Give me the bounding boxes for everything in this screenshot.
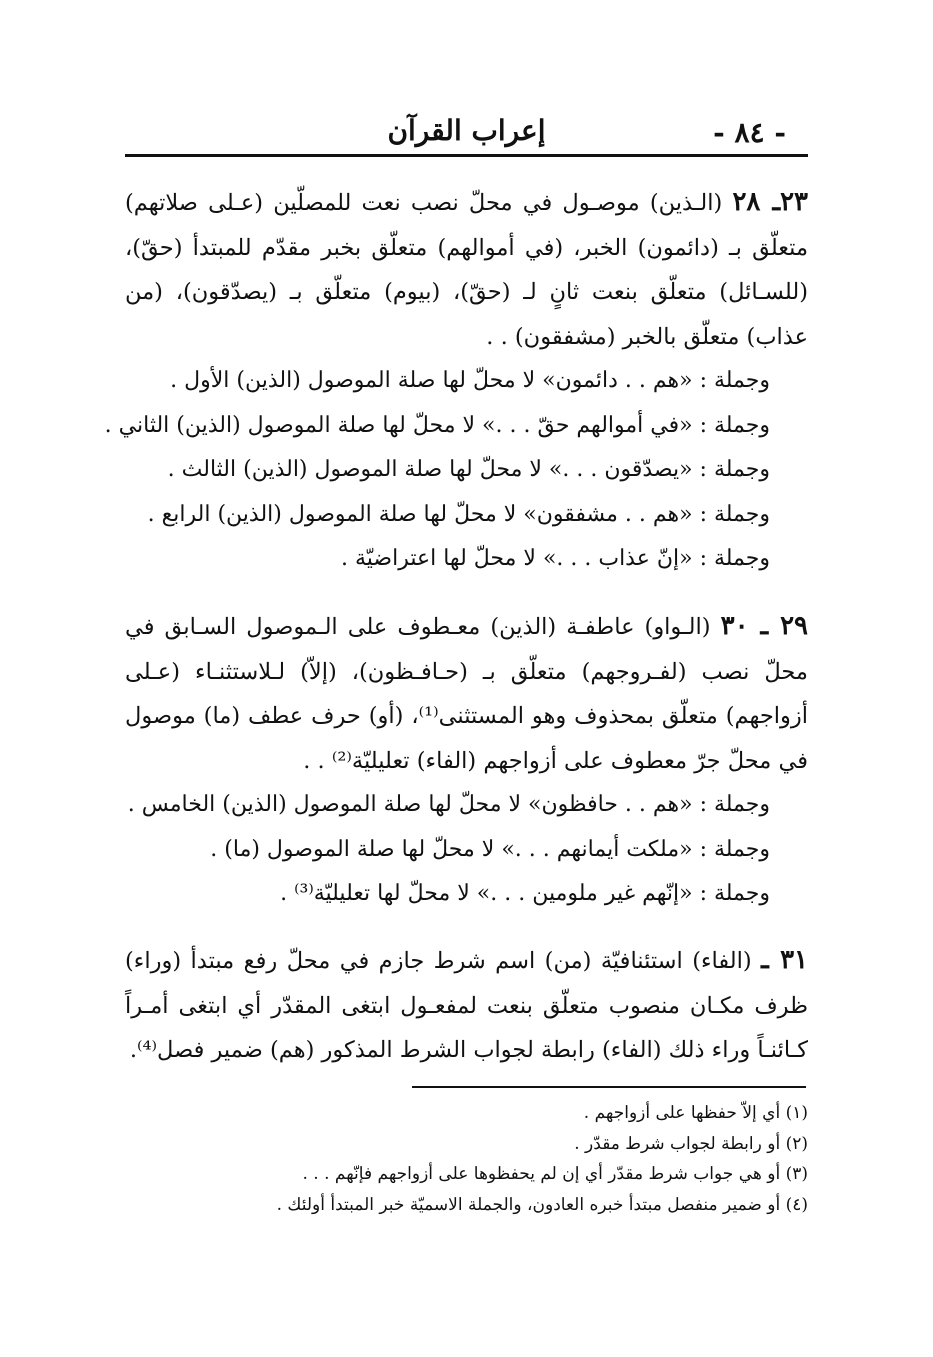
sentence-line: وجملة : «هم . . مشفقون» لا محلّ لها صلة الموصول (الذين) الرابع . [147,501,770,527]
paragraph [125,604,808,783]
section-verse-31 [125,938,808,1073]
section-verses-23-28 [104,180,808,582]
paragraph-text: (الـذين) موصـول في محلّ نصب نعت للمصلّين (عـلى صلاتهم) متعلّق بـ (دائمون) الخبر، (في أموالهم) متعلّق بخبر مقدّم للمبتدأ (حقّ)، (للسـائل) متعلّق بنعت ثانٍ لـ (حقّ)، (بيوم) متعلّق بـ (يصدّقون)، (من عذاب) متعلّق بالخبر (مشفقون) . . [125,190,808,350]
footnotes [125,1098,808,1220]
sentence-line: وجملة : «هم . . دائمون» لا محلّ لها صلة الموصول (الذين) الأول . [170,368,770,393]
paragraph [125,180,808,359]
footnote: (٤) أو ضمير منفصل مبتدأ خبره العادون، والجملة الاسميّة خبر المبتدأ أولئك . [276,1194,808,1215]
section-verses-29-30 [125,604,808,917]
book-title: إعراب القرآن [387,114,546,147]
sentence-line: وجملة : «ملكت أيمانهم . . .» لا محلّ لها صلة الموصول (ما) . [210,836,770,862]
page-header [125,108,808,157]
verse-number: ٣١ ـ [761,945,809,975]
verse-number: ٢٩ ـ ٣٠ [720,611,809,641]
footnote: (١) أي إلاّ حفظها على أزواجهم . [583,1103,808,1123]
paragraph-text: (الفاء) استئنافيّة (من) اسم شرط جازم في محلّ رفع مبتدأ (وراء) ظرف مكـان منصوب متعلّق بنعت لمفعـول ابتغى المقدّر أي ابتغى أمـراً كـائنـاً وراء ذلك (الفاء) رابطة لجواب الشرط المذكور (هم) ضمير فصل⁽⁴⁾. [125,948,808,1063]
footnote-divider [412,1086,806,1088]
sentence-line: وجملة : «يصدّقون . . .» لا محلّ لها صلة الموصول (الذين) الثالث . [167,457,770,482]
sentence-list [125,783,770,917]
verse-number: ٢٣ـ ٢٨ [732,187,808,217]
page-number: - ٨٤ - [713,116,786,149]
footnote: (٢) أو رابطة لجواب شرط مقدّر . [574,1133,808,1154]
sentence-line: وجملة : «في أموالهم حقّ . . .» لا محلّ لها صلة الموصول (الذين) الثاني . [104,412,770,438]
paragraph-text: (الـواو) عاطفـة (الذين) معـطوف على الـموصول السـابق في محلّ نصب (لفـروجهم) متعلّق بـ (حـافـظون)، (إلاّ) لـلاستثنـاء (عـلى أزواجهم) متعلّق بمحذوف وهو المستثنى⁽¹⁾، (أو) حرف عطف (ما) موصول في محلّ جرّ معطوف على أزواجهم (الفاء) تعليليّة⁽²⁾ . . [125,614,808,774]
sentence-line: وجملة : «هم . . حافظون» لا محلّ لها صلة الموصول (الذين) الخامس . [127,792,770,817]
sentence-list [104,359,770,582]
footnote: (٣) أو هي جواب شرط مقدّر أي إن لم يحفظوها على أزواجهم فإنّهم . . . [302,1164,808,1184]
sentence-line: وجملة : «إنّهم غير ملومين . . .» لا محلّ لها تعليليّة⁽³⁾ . [280,881,770,906]
paragraph [125,938,808,1073]
sentence-line: وجملة : «إنّ عذاب . . .» لا محلّ لها اعتراضيّة . [341,546,770,571]
